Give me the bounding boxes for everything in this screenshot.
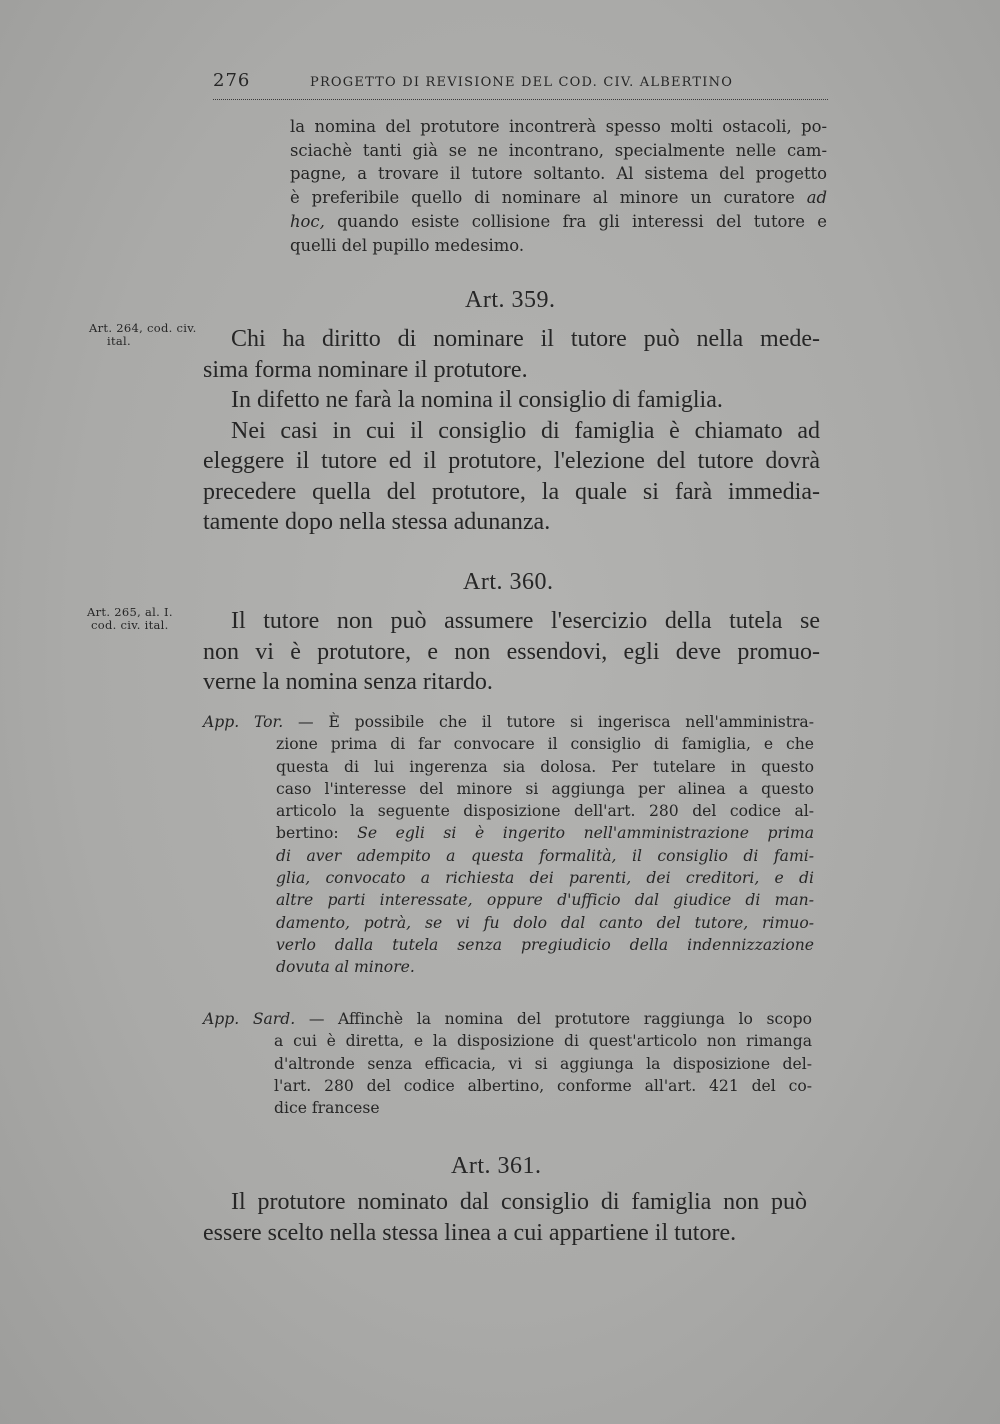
text-line: Nei casi in cui il consiglio di famiglia è chiamato ad (231, 417, 820, 444)
text-line: questa di lui ingerenza sia dolosa. Per tutelare in questo (276, 757, 814, 776)
text-line: a cui è diretta, e la disposizione di quest'articolo non rimanga (274, 1032, 812, 1051)
text-line: pagne, a trovare il tutore soltanto. Al sistema del progetto (290, 164, 827, 184)
text-line: precedere quella del protutore, la quale si farà immedia- (203, 478, 820, 505)
text-line: dice francese (274, 1099, 380, 1118)
article-body-360 (203, 606, 820, 698)
text-line (203, 1008, 812, 1030)
article-title-360: Art. 360. (463, 569, 554, 595)
header-rule (213, 99, 828, 100)
text-line: verne la nomina senza ritardo. (203, 669, 493, 695)
text-line: articolo la seguente disposizione dell'art. 280 del codice al- (276, 802, 814, 821)
text-span: quando esiste collisione fra gli interessi del tutore e (324, 211, 827, 231)
text-line (290, 186, 827, 210)
page-header (213, 70, 833, 98)
text-line: In difetto ne farà la nomina il consiglio di famiglia. (231, 387, 723, 413)
text-line (290, 210, 827, 234)
intro-paragraph (290, 115, 827, 257)
text-line: l'art. 280 del codice albertino, conforme all'art. 421 del co- (274, 1076, 812, 1095)
text-line: zione prima di far convocare il consiglio di famiglia, e che (276, 735, 814, 754)
text-line: sciachè tanti già se ne incontrano, specialmente nelle cam- (290, 140, 827, 160)
text-line: non vi è protutore, e non essendovi, egli deve promuo- (203, 638, 820, 665)
text-span: — È possibile che il tutore si ingerisca nell'amministra- (283, 713, 814, 731)
text-line: Chi ha diritto di nominare il tutore può nella mede- (231, 326, 820, 352)
margin-note-line: cod. civ. ital. (91, 618, 169, 632)
text-line: tamente dopo nella stessa adunanza. (203, 509, 551, 535)
text-line: essere scelto nella stessa linea a cui appartiene il tutore. (203, 1219, 737, 1246)
margin-note-360 (87, 606, 173, 632)
italic-line: verlo dalla tutela senza pregiudicio della indennizzazione (276, 935, 814, 954)
italic-text: ad (806, 188, 827, 208)
text-line (276, 822, 814, 844)
note-app-tor (203, 711, 814, 979)
article-title-361: Art. 361. (451, 1153, 542, 1179)
text-line: eleggere il tutore ed il protutore, l'elezione del tutore dovrà (203, 448, 820, 474)
note-indented-body (203, 1030, 812, 1119)
text-line: d'altronde senza efficacia, vi si aggiunga la disposizione del- (274, 1054, 812, 1073)
margin-note-line: ital. (107, 334, 131, 348)
margin-note-359 (89, 322, 197, 348)
text-span: — Affinchè la nomina del protutore raggiunga lo scopo (295, 1010, 812, 1028)
italic-line: glia, convocato a richiesta dei parenti, dei creditori, e di (276, 869, 814, 888)
text-line: Il tutore non può assumere l'esercizio della tutela se (231, 608, 820, 634)
italic-text: Se egli si è ingerito nell'amministrazione prima (357, 824, 815, 843)
italic-line: dovuta al minore. (276, 958, 415, 977)
margin-note-line: Art. 264, cod. civ. (89, 321, 197, 335)
italic-text: hoc, (290, 211, 325, 231)
italic-line: altre parti interessate, oppure d'ufficio dal giudice di man- (276, 891, 814, 910)
page-number: 276 (213, 70, 251, 91)
text-line: caso l'interesse del minore si aggiunga per alinea a questo (276, 779, 814, 798)
text-line: la nomina del protutore incontrerà spesso molti ostacoli, po- (290, 117, 827, 136)
text-line (203, 711, 814, 733)
text-span: è preferibile quello di nominare al minore un curatore (290, 188, 795, 208)
italic-line: damento, potrà, se vi fu dolo dal canto del tutore, rimuo- (276, 913, 814, 932)
italic-line: di aver adempito a questa formalità, il consiglio di fami- (276, 846, 814, 865)
running-head: PROGETTO DI REVISIONE DEL COD. CIV. ALBERTINO (310, 75, 734, 90)
text-line: sima forma nominare il protutore. (203, 356, 528, 383)
text-span: bertino: (276, 824, 358, 843)
text-line: Il protutore nominato dal consiglio di famiglia non può (231, 1189, 807, 1215)
note-app-sard (203, 1008, 812, 1119)
note-label: App. Sard. (203, 1010, 296, 1028)
article-title-359: Art. 359. (465, 287, 556, 313)
note-indented-body (203, 733, 814, 978)
note-label: App. Tor. (203, 713, 284, 731)
margin-note-line: Art. 265, al. I. (87, 605, 173, 619)
article-body-361 (203, 1187, 807, 1248)
text-line: quelli del pupillo medesimo. (290, 235, 525, 255)
article-body-359 (203, 324, 820, 538)
